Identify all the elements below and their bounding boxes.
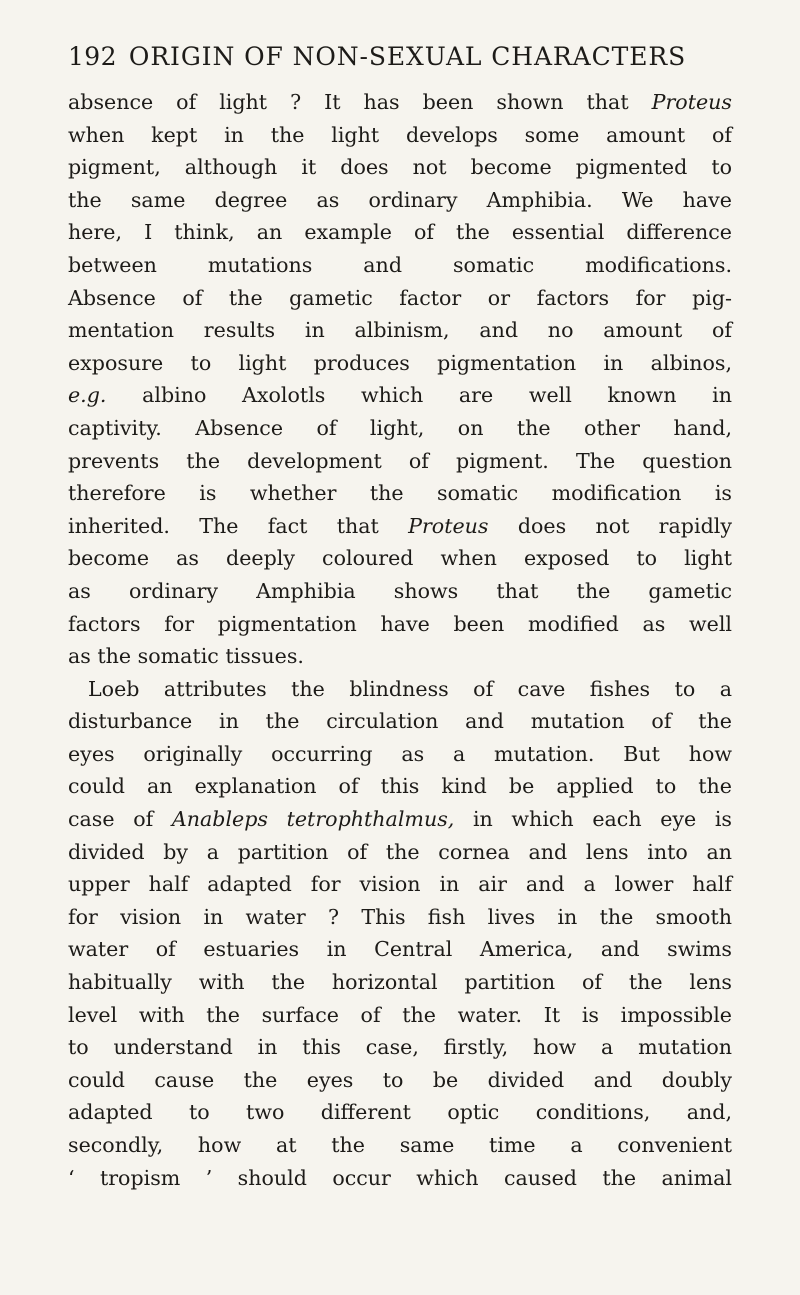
- text-segment: for vision in water ? This fish lives in the smooth: [68, 904, 732, 929]
- text-segment: water of estuaries in Central America, and swims: [68, 937, 732, 962]
- text-segment: Loeb attributes the blindness of cave fishes to a: [88, 676, 732, 701]
- text-segment: as ordinary Amphibia shows that the gametic: [68, 578, 732, 603]
- text-segment: habitually with the horizontal partition of the lens: [68, 970, 732, 995]
- italic-text: Proteus: [651, 90, 732, 114]
- italic-text: e.g.: [68, 383, 107, 408]
- text-line: [68, 510, 732, 543]
- text-line: [68, 575, 732, 608]
- text-segment: inherited. The fact that: [68, 513, 409, 538]
- text-line: [68, 542, 732, 575]
- text-line: [68, 705, 732, 738]
- text-line: [68, 1162, 732, 1195]
- text-segment: factors for pigmentation have been modified as well: [68, 611, 732, 636]
- running-head: [68, 40, 732, 74]
- text-line: [68, 1031, 732, 1064]
- text-segment: as the somatic tissues.: [68, 644, 304, 669]
- text-segment: secondly, how at the same time a convenient: [68, 1133, 732, 1157]
- text-segment: here, I think, an example of the essential difference: [68, 220, 732, 245]
- italic-text: Proteus: [408, 513, 489, 538]
- text-line: [68, 314, 732, 347]
- text-line: [68, 901, 732, 934]
- text-segment: prevents the development of pigment. The question: [68, 448, 732, 473]
- text-segment: exposure to light produces pigmentation in albinos,: [68, 350, 732, 375]
- text-line: [68, 477, 732, 510]
- text-segment: mentation results in albinism, and no amount of: [68, 318, 732, 343]
- text-segment: therefore is whether the somatic modification is: [68, 481, 732, 506]
- text-segment: albino Axolotls which are well known in: [106, 383, 732, 408]
- page-number: 192: [68, 42, 117, 71]
- running-title: ORIGIN OF NON-SEXUAL CHARACTERS: [128, 42, 687, 71]
- text-segment: adapted to two different optic conditions, and,: [68, 1100, 732, 1125]
- text-segment: in which each eye is: [454, 807, 732, 832]
- text-line: [68, 1096, 732, 1129]
- text-line: [68, 86, 732, 119]
- text-segment: the same degree as ordinary Amphibia. We have: [68, 187, 732, 212]
- text-line: [68, 379, 732, 412]
- text-line: [68, 738, 732, 771]
- text-segment: captivity. Absence of light, on the other hand,: [68, 415, 732, 440]
- text-line: [68, 803, 732, 836]
- text-segment: when kept in the light develops some amount of: [68, 122, 732, 147]
- text-segment: Absence of the gametic factor or factors for pig-: [68, 285, 732, 310]
- text-segment: ‘ tropism ’ should occur which caused the animal: [68, 1165, 732, 1190]
- paragraph: [68, 86, 732, 673]
- text-line: [68, 868, 732, 901]
- text-segment: case of: [68, 807, 172, 832]
- text-segment: upper half adapted for vision in air and a lower half: [68, 872, 732, 897]
- text-segment: absence of light ? It has been shown that: [68, 90, 652, 114]
- text-line: [68, 151, 732, 184]
- text-segment: between mutations and somatic modifications.: [68, 252, 732, 277]
- text-line: [68, 184, 732, 217]
- text-line: [68, 1129, 732, 1162]
- text-segment: become as deeply coloured when exposed to light: [68, 546, 732, 571]
- text-line: [68, 673, 732, 706]
- paragraph: [68, 673, 732, 1195]
- text-line: [68, 933, 732, 966]
- text-line: [68, 640, 732, 673]
- text-segment: does not rapidly: [488, 513, 732, 538]
- text-segment: level with the surface of the water. It is impossible: [68, 1002, 732, 1027]
- text-line: [68, 836, 732, 869]
- text-line: [68, 282, 732, 315]
- text-line: [68, 216, 732, 249]
- text-line: [68, 770, 732, 803]
- text-line: [68, 1064, 732, 1097]
- text-segment: divided by a partition of the cornea and lens into an: [68, 839, 732, 864]
- text-segment: eyes originally occurring as a mutation. But how: [68, 741, 732, 766]
- text-line: [68, 445, 732, 478]
- text-line: [68, 608, 732, 641]
- text-segment: could an explanation of this kind be applied to the: [68, 774, 732, 799]
- text-segment: disturbance in the circulation and mutation of the: [68, 709, 732, 734]
- text-line: [68, 412, 732, 445]
- text-segment: pigment, although it does not become pigmented to: [68, 155, 732, 180]
- body-text: [68, 86, 732, 1194]
- text-line: [68, 347, 732, 380]
- text-line: [68, 119, 732, 152]
- text-segment: to understand in this case, firstly, how a mutation: [68, 1035, 732, 1060]
- text-line: [68, 966, 732, 999]
- text-line: [68, 249, 732, 282]
- italic-text: Anableps tetrophthalmus,: [171, 807, 455, 832]
- text-line: [68, 999, 732, 1032]
- text-segment: could cause the eyes to be divided and doubly: [68, 1067, 732, 1092]
